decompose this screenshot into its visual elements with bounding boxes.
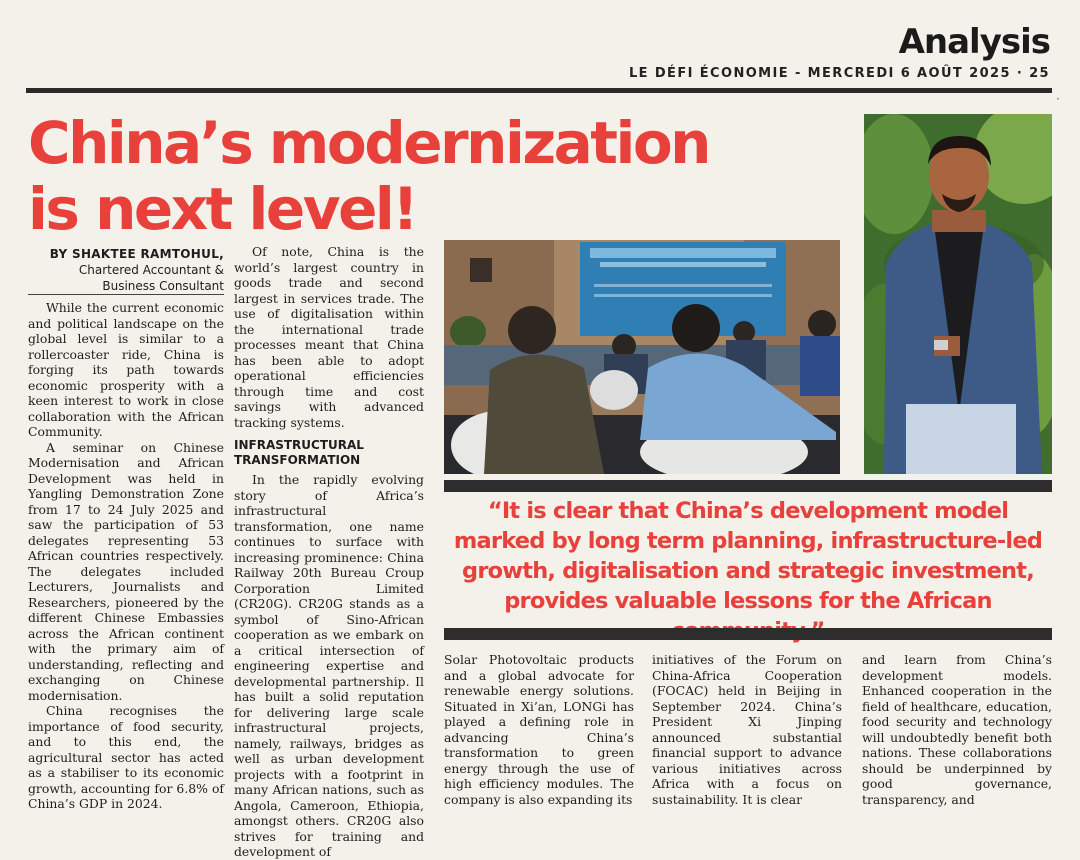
paragraph: initiatives of the Forum on China-Africa Cooperation (FOCAC) held in Beijing in September 2024. China’s President Xi Jinping announced substantial financial support to advance various initiatives across Africa with a focus on sustainability. It is clear <box>652 652 842 807</box>
byline-title: Chartered Accountant & Business Consultant <box>78 263 224 293</box>
article-column-4 <box>652 652 842 807</box>
article-column-3 <box>444 652 634 807</box>
publication-date-line: LE DÉFI ÉCONOMIE - MERCREDI 6 AOÛT 2025 · 25 <box>628 66 1050 81</box>
article-headline <box>28 110 828 242</box>
paragraph: In the rapidly evolving story of Africa’s infrastructural transformation, one name continues to surface with increasing prominence: China Railway 20th Bureau Croup Corporation Limited (CR20G). CR20G stands as a symbol of Sino-African cooperation as we embark on a critical intersection of engineering expertise and developmental partnership. Il has built a solid reputation for delivering large scale infrastructural projects, namely, railways, bridges as well as urban development projects with a footprint in many African nations, such as Angola, Cameroon, Ethiopia, amongst others. CR20G also strives for training and development of <box>234 472 424 859</box>
paragraph: China recognises the importance of food security, and to this end, the agricultural sector has acted as a stabiliser to its economic growth, accounting for 6.8% of China’s GDP in 2024. <box>28 703 224 811</box>
author-portrait-illustration <box>864 114 1052 474</box>
pull-quote: “It is clear that China’s development model marked by long term planning, infrastructure-led growth, digitalisation and strategic investment, provides valuable lessons for the African <box>453 498 1043 614</box>
section-title: Analysis <box>898 22 1050 62</box>
headline-line-2: is next level! <box>28 175 417 243</box>
seminar-photo-illustration <box>444 240 840 474</box>
article-column-5 <box>862 652 1052 807</box>
paragraph: Of note, China is the world’s largest country in goods trade and second largest in services trade. The use of digitalisation within the international trade processes meant that China has been able to adopt operational efficiencies through time and cost savings with advanced tracking systems. <box>234 244 424 430</box>
headline-line-1: China’s modernization <box>28 109 709 177</box>
author-portrait-photo <box>864 114 1052 474</box>
paragraph: While the current economic and political landscape on the global level is similar to a rollercoaster ride, China is forging its path towards economic prosperity with a keen interest to work in close collaboration with the African Community. <box>28 300 224 439</box>
article-column-2 <box>234 244 424 860</box>
crop-mark-icon: · <box>1056 92 1060 106</box>
quote-rule-top <box>444 480 1052 492</box>
paragraph: and learn from China’s development models. Enhanced cooperation in the field of healthcare, education, food security and technology will undoubtedly benefit both nations. These collaborations should be underpinned by good governance, transparency, and <box>862 652 1052 807</box>
byline-author: BY SHAKTEE RAMTOHUL, <box>49 247 224 261</box>
quote-rule-bottom <box>444 628 1052 640</box>
paragraph: A seminar on Chinese Modernisation and African Development was held in Yangling Demonstration Zone from 17 to 24 July 2025 and saw the participation of 53 delegates representing 53 African countries respectively. The delegates included Lecturers, Journalists and Researchers, pioneered by the different Chinese Embassies across the African continent with the primary aim of understanding, reflecting and exchanging on Chinese modernisation. <box>28 439 224 703</box>
byline-rule <box>28 294 224 295</box>
byline <box>28 246 224 294</box>
top-rule <box>26 88 1052 93</box>
article-column-1 <box>28 300 224 812</box>
paragraph: Solar Photovoltaic products and a global advocate for renewable energy solutions. Situated in Xi’an, LONGi has played a defining role in advancing China’s transformation to green energy through the use of high efficiency modules. The company is also expanding its <box>444 652 634 807</box>
subheading: INFRASTRUCTURAL TRANSFORMATION <box>234 438 364 467</box>
seminar-photo <box>444 240 840 474</box>
